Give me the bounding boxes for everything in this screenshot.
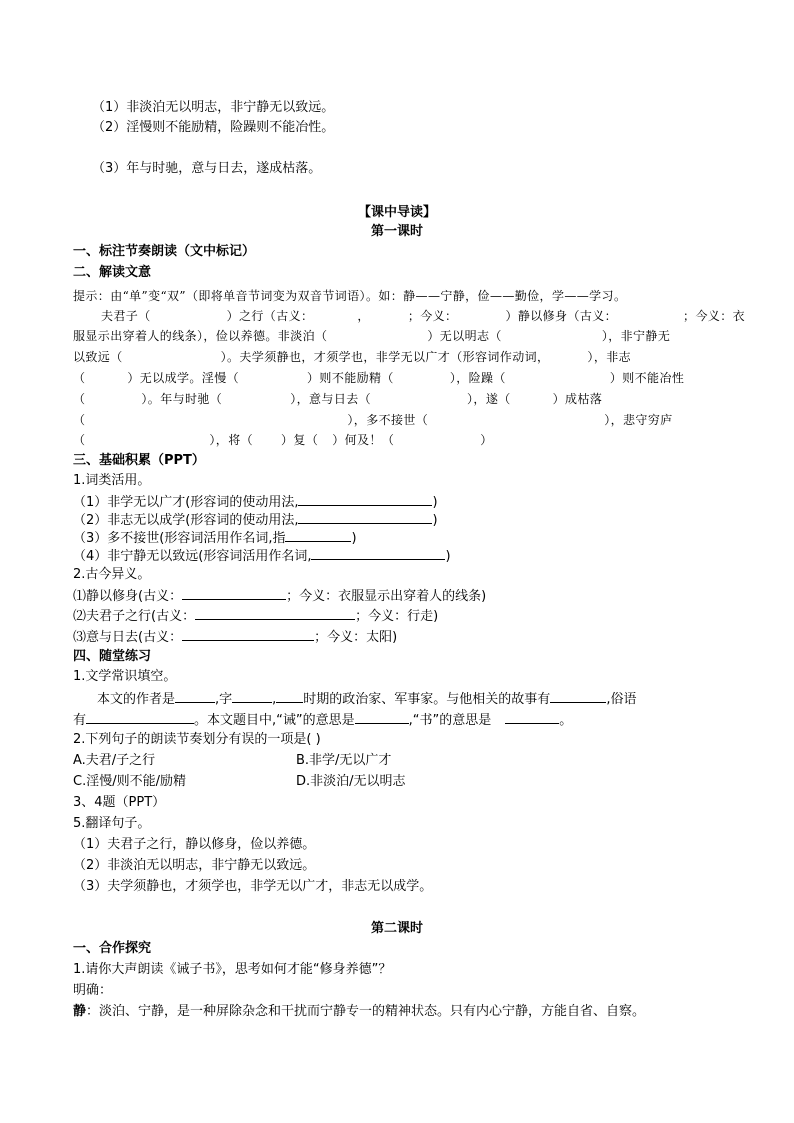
option-a[interactable]: A.夫君/子之行 bbox=[73, 753, 156, 768]
interp-text: （ bbox=[73, 433, 86, 447]
item-text: ,俗语 bbox=[606, 692, 637, 707]
interp-text: ；今义： bbox=[407, 309, 458, 323]
answer-blank[interactable] bbox=[311, 546, 445, 560]
interp-line-1 bbox=[101, 307, 745, 325]
item-text: （4）非宁静无以致远(形容词活用作名词, bbox=[73, 549, 312, 564]
interp-text: ）。年与时驰（ bbox=[141, 392, 223, 406]
answer-blank[interactable] bbox=[182, 586, 286, 600]
answer-blank[interactable] bbox=[232, 689, 272, 703]
item-text: ；今义：太阳) bbox=[314, 630, 398, 645]
item-text: ⑶意与日去(古义： bbox=[73, 630, 183, 645]
answer-blank[interactable] bbox=[86, 710, 194, 724]
item-text: , bbox=[272, 692, 277, 707]
exercise-3-4-note: 3、4题（PPT） bbox=[73, 795, 166, 810]
answer-blank[interactable] bbox=[285, 528, 351, 542]
item-text: ) bbox=[351, 531, 357, 546]
item-text: （2）非志无以成学(形容词的使动用法, bbox=[73, 513, 299, 528]
interp-text: ），意与日去（ bbox=[290, 392, 372, 406]
interp-text: ），遂（ bbox=[467, 392, 511, 406]
item-text: ；今义：行走) bbox=[355, 609, 439, 624]
question-2-title: 2.古今异义。 bbox=[73, 567, 151, 582]
interp-text: 以致远（ bbox=[73, 350, 123, 364]
interp-text: ）何及！（ bbox=[332, 433, 395, 447]
q2-item-1 bbox=[73, 586, 486, 606]
question-1-title: 1.词类活用。 bbox=[73, 473, 151, 488]
interp-text: ）无以成学。淫慢（ bbox=[127, 371, 240, 385]
intro-sentence-3: （3）年与时驰，意与日去，遂成枯落。 bbox=[92, 161, 322, 176]
period-1-title: 第一课时 bbox=[370, 224, 423, 239]
q2-item-3 bbox=[73, 627, 397, 647]
item-text: 。本文题目中,“诫”的意思是 bbox=[194, 713, 355, 728]
item-text: ,字 bbox=[215, 692, 233, 707]
interp-text: ） bbox=[480, 433, 493, 447]
answer-blank[interactable] bbox=[550, 689, 606, 703]
interp-text: ；今义：衣 bbox=[683, 309, 746, 323]
answer-blank[interactable] bbox=[355, 710, 409, 724]
item-text: （1）非学无以广才(形容词的使动用法, bbox=[73, 495, 299, 510]
interp-text: ， bbox=[357, 309, 370, 323]
section-2-title: 二、解读文意 bbox=[73, 265, 152, 280]
item-text: ⑵夫君子之行(古义： bbox=[73, 609, 196, 624]
interp-text: （ bbox=[73, 371, 86, 385]
exercise-5-title: 5.翻译句子。 bbox=[73, 816, 151, 831]
interp-text: 服显示出穿着人的线条），俭以养德。非淡泊（ bbox=[73, 329, 328, 343]
interp-text: ）复（ bbox=[281, 433, 319, 447]
exercise-5-item-1: （1）夫君子之行，静以修身，俭以养德。 bbox=[73, 837, 316, 852]
item-text: ) bbox=[432, 513, 438, 528]
interp-line-2 bbox=[73, 327, 670, 345]
section-5-title: 一、合作探究 bbox=[73, 941, 152, 956]
q1-item-2 bbox=[73, 510, 438, 530]
interp-line-4 bbox=[73, 369, 684, 387]
tip-text: 提示：由“单”变“双”（即将单音节词变为双音节词语）。如：静——宁静，俭——勤俭，学——学习。 bbox=[73, 289, 627, 303]
option-c[interactable]: C.淫慢/则不能/励精 bbox=[73, 774, 186, 789]
interp-line-3 bbox=[73, 348, 631, 366]
interp-text: ），非宁静无 bbox=[601, 329, 671, 343]
interp-text: ），多不接世（ bbox=[347, 413, 429, 427]
exercise-5-item-2: （2）非淡泊无以明志，非宁静无以致远。 bbox=[73, 858, 316, 873]
lesson-heading: 【课中导读】 bbox=[357, 205, 436, 220]
q2-item-2 bbox=[73, 606, 438, 626]
item-text: 有 bbox=[73, 713, 87, 728]
interp-text: ）则不能励精（ bbox=[307, 371, 394, 385]
item-text: ,“书”的意思是 bbox=[408, 713, 492, 728]
option-d[interactable]: D.非淡泊/无以明志 bbox=[296, 774, 406, 789]
item-text: ⑴静以修身(古义： bbox=[73, 589, 183, 604]
interp-text: ）静以修身（古义： bbox=[505, 309, 618, 323]
interp-text: ）。夫学须静也，才须学也，非学无以广才（形容词作动词， bbox=[220, 350, 550, 364]
exercise-1-line-2 bbox=[73, 710, 572, 730]
q1-item-3 bbox=[73, 528, 357, 548]
interp-text: ），非志 bbox=[587, 350, 632, 364]
exercise-1-line-1 bbox=[97, 689, 636, 709]
item-text: ) bbox=[445, 549, 451, 564]
answer-blank[interactable] bbox=[195, 606, 355, 620]
period-2-title: 第二课时 bbox=[370, 921, 423, 936]
item-text: ；今义：衣服显示出穿着人的线条) bbox=[286, 589, 487, 604]
interp-text: ），悲守穷庐 bbox=[604, 413, 673, 427]
intro-sentence-2: （2）淫慢则不能励精，险躁则不能冶性。 bbox=[92, 120, 335, 135]
item-text: 本文的作者是 bbox=[97, 692, 176, 707]
interp-text: （ bbox=[73, 413, 86, 427]
interp-text: 夫君子（ bbox=[101, 309, 151, 323]
section-4-title: 四、随堂练习 bbox=[73, 649, 152, 664]
interp-line-6 bbox=[73, 411, 673, 429]
answer-blank[interactable] bbox=[505, 710, 559, 724]
interp-text: （ bbox=[73, 392, 86, 406]
interp-text: ）之行（古义： bbox=[226, 309, 314, 323]
clarify-label: 明确： bbox=[73, 983, 113, 998]
exercise-1-title: 1.文学常识填空。 bbox=[73, 669, 177, 684]
interp-line-5 bbox=[73, 390, 602, 408]
interp-text: ），险躁（ bbox=[449, 371, 506, 385]
cooperative-question-1: 1.请你大声朗读《诫子书》，思考如何才能“修身养德”？ bbox=[73, 962, 392, 977]
item-text: 。 bbox=[559, 713, 573, 728]
item-text: （3）多不接世(形容词活用作名词,指 bbox=[73, 531, 286, 546]
answer-blank[interactable] bbox=[276, 689, 303, 703]
interp-line-7 bbox=[73, 431, 493, 449]
jing-explanation bbox=[73, 1003, 645, 1021]
interp-text: ）则不能冶性 bbox=[609, 371, 685, 385]
interp-text: ）成枯落 bbox=[552, 392, 603, 406]
option-b[interactable]: B.非学/无以广才 bbox=[296, 753, 392, 768]
exercise-2-title: 2.下列句子的朗读节奏划分有误的一项是( ) bbox=[73, 732, 321, 747]
exercise-5-item-3: （3）夫学须静也，才须学也，非学无以广才，非志无以成学。 bbox=[73, 879, 433, 894]
answer-blank[interactable] bbox=[182, 627, 314, 641]
interp-text: ），将（ bbox=[209, 433, 254, 447]
interp-text: ）无以明志（ bbox=[427, 329, 502, 343]
item-text: ) bbox=[432, 495, 438, 510]
answer-blank[interactable] bbox=[175, 689, 215, 703]
section-3-title: 三、基础积累（PPT） bbox=[73, 453, 205, 468]
jing-label: 静 bbox=[73, 1004, 87, 1019]
intro-sentence-1: （1）非淡泊无以明志，非宁静无以致远。 bbox=[92, 100, 335, 115]
item-text: 时期的政治家、军事家。与他相关的故事有 bbox=[303, 692, 551, 707]
section-1-title: 一、标注节奏朗读（文中标记） bbox=[73, 244, 256, 259]
q1-item-4 bbox=[73, 546, 451, 566]
q1-item-1 bbox=[73, 492, 438, 512]
answer-blank[interactable] bbox=[298, 492, 432, 506]
jing-text: ：淡泊、宁静，是一种屏除杂念和干扰而宁静专一的精神状态。只有内心宁静，方能自省、自察。 bbox=[86, 1004, 646, 1019]
answer-blank[interactable] bbox=[298, 510, 432, 524]
